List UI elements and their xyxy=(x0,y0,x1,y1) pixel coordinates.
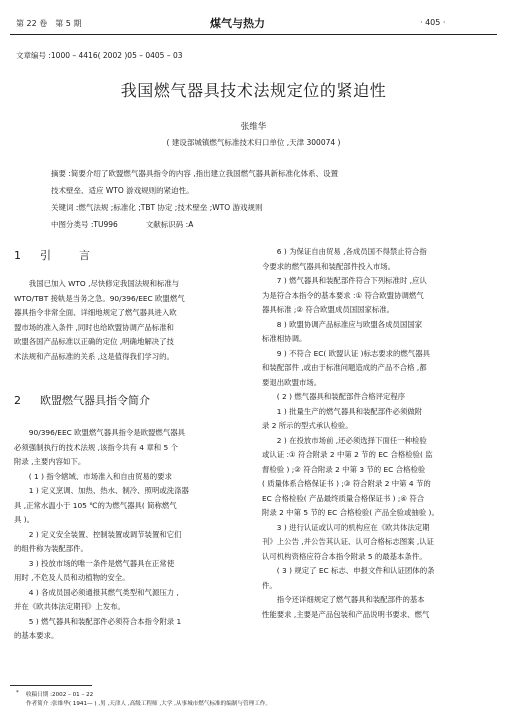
paragraph-line: 录 2 所示的型式承认检验。 xyxy=(262,421,353,430)
paragraph-line: 或认证 :① 符合附录 2 中第 2 节的 EC 合格检验( 监 xyxy=(262,450,433,459)
paragraph-line: 3 ) 进行认证或认可的机构应在《欧共体法定期 xyxy=(276,522,430,532)
paper-title: 我国燃气器具技术法规定位的紧迫性 xyxy=(120,81,387,100)
paragraph-line: 具 ,正常水温小于 105 ℃的为燃气器具( 简称燃气 xyxy=(14,500,177,510)
paragraph-line: 器具标准 ;② 符合欧盟成员国国家标准。 xyxy=(262,305,395,314)
paragraph-line: 8 ) 欧盟协调产品标准应与欧盟各成员国国家 xyxy=(276,319,423,329)
left-column-intro xyxy=(14,277,244,364)
author-affiliation: ( 建设部城镇燃气标准技术归口单位 ,天津 300074 ) xyxy=(166,138,341,147)
paragraph-line: 标准相协调。 xyxy=(262,334,307,343)
paragraph-line: 5 ) 燃气器具和装配部件必须符合本指令附录 1 xyxy=(28,616,182,626)
paragraph-line: 认可机构资格应符合本指令附录 5 的最基本条件。 xyxy=(262,551,427,561)
section-heading-2 xyxy=(14,392,150,408)
paragraph-line: 并在《欧共体法定期刊》上发布。 xyxy=(14,602,125,611)
paragraph-line: 的组件称为装配部件。 xyxy=(14,544,88,553)
author-name: 张维华 xyxy=(240,122,267,132)
paragraph-line: 器具指令非常全面、详细地规定了燃气器具进入欧 xyxy=(14,308,177,317)
section-title: 欧盟燃气器具指令简介 xyxy=(40,394,150,407)
paragraph-line: 4 ) 各成员国必须通报其燃气类型和气源压力 , xyxy=(28,587,179,597)
section-heading-1 xyxy=(14,247,118,263)
header-rule xyxy=(10,34,497,35)
paragraph-line: 7 ) 燃气器具和装配部件符合下列标准时 ,应认 xyxy=(276,276,427,285)
paragraph-line: 1 ) 批量生产的燃气器具和装配部件必须做附 xyxy=(276,406,423,416)
running-header-page: · 405 · xyxy=(420,18,446,27)
paragraph-line: 我国已加入 WTO ,尽快修定我国法规和标准与 xyxy=(28,279,180,288)
paragraph-line: 令要求的燃气器具和装配部件投入市场。 xyxy=(262,261,396,271)
paragraph-line: 件。 xyxy=(262,580,277,590)
paragraph-line: 要退出欧盟市场。 xyxy=(262,377,322,387)
abstract-line: 摘要 :简要介绍了欧盟燃气器具指令的内容 ,指出建立我国燃气器具新标准化体系、设置 xyxy=(51,169,339,178)
paragraph-line: 必须强制执行的技术法规 ,该指令共有 4 章和 5 个 xyxy=(14,442,178,452)
article-number: 文章编号 :1000 – 4416( 2002 )05 – 0405 – 03 xyxy=(16,51,183,60)
paragraph-line: WTO/TBT 接轨是当务之急。90/396/EEC 欧盟燃气 xyxy=(14,293,185,303)
paragraph-line: ( 质量体系合格保证书 ) ;③ 符合附录 2 中第 4 节的 xyxy=(262,479,431,488)
paragraph-line: 3 ) 投放市场的唯一条件是燃气器具在正常使 xyxy=(28,558,175,568)
footnote-rule xyxy=(10,685,92,686)
paragraph-line: 盟市场的准入条件 ,同时也给欧盟协调产品标准和 xyxy=(14,322,174,332)
paragraph-line: 附录 ,主要内容如下。 xyxy=(14,457,86,466)
paragraph-line: 性能要求 ,主要是产品包装和产品说明书要求、燃气 xyxy=(262,609,430,619)
right-column xyxy=(262,245,497,622)
paragraph-line: 2 ) 在投放市场前 ,还必须选择下面任一种检验 xyxy=(276,435,427,445)
left-column-directive xyxy=(14,426,244,644)
paragraph-line: 督检验 ) ;② 符合附录 2 中第 3 节的 EC 合格检验 xyxy=(262,464,426,474)
paragraph-line: 1 ) 定义烹调、加热、热水、制冷、照明或洗涤器 xyxy=(28,486,189,495)
footnote-mark: * xyxy=(16,690,19,696)
paragraph-line: 附录 2 中第 5 节的 EC 合格检验( 产品全验或抽验 )。 xyxy=(262,508,439,517)
section-title: 引言 xyxy=(40,249,118,262)
clc-number: 中图分类号 :TU996 xyxy=(51,220,118,229)
document-code: 文献标识码 :A xyxy=(145,220,194,229)
paragraph-line: 6 ) 为保证自由贸易 ,各成员国不得禁止符合指 xyxy=(276,247,427,256)
paragraph-line: 指令还详细规定了燃气器具和装配部件的基本 xyxy=(276,595,425,604)
paragraph-line: 刊》上公告 ,并公告其认证、认可合格标志图案 ,认证 xyxy=(262,537,434,546)
paragraph-line: ( 1 ) 指令辖域、市场准入和自由贸易的要求 xyxy=(28,471,172,481)
running-header-journal: 煤气与热力 xyxy=(210,17,265,30)
paragraph-line: ( 3 ) 规定了 EC 标志、申报文件和认证团体的条 xyxy=(276,566,435,575)
paragraph-line: 的基本要求。 xyxy=(14,631,59,640)
paragraph-line: 90/396/EEC 欧盟燃气器具指令是欧盟燃气器具 xyxy=(28,428,185,437)
paragraph-line: 术法规和产品标准的关系 ,这是值得我们学习的。 xyxy=(14,351,174,361)
paragraph-line: 用时 ,不危及人员和动植物的安全。 xyxy=(14,573,130,582)
footnote-received-date: 收稿日期 :2002 – 01 – 22 xyxy=(26,692,94,698)
paragraph-line: EC 合格检验( 产品最终质量合格保证书 ) ;④ 符合 xyxy=(262,493,425,503)
abstract-line: 技术壁垒、适应 WTO 游戏规则的紧迫性。 xyxy=(51,186,194,195)
paragraph-line: 欧盟各国产品标准以正确的定位 ,明确地解决了技 xyxy=(14,337,174,346)
paragraph-line: ( 2 ) 燃气器具和装配部件合格评定程序 xyxy=(276,392,406,401)
paragraph-line: 9 ) 不符合 EC( 欧盟认证 )标志要求的燃气器具 xyxy=(276,348,430,358)
section-number: 2 xyxy=(14,394,21,407)
paragraph-line: 具 )。 xyxy=(14,515,35,524)
keywords: 关键词 :燃气法规 ;标准化 ;TBT 协定 ;技术壁垒 ;WTO 游戏规则 xyxy=(51,203,263,212)
classification-line xyxy=(51,219,193,230)
paragraph-line: 为是符合本指令的基本要求 :① 符合欧盟协调燃气 xyxy=(262,290,424,300)
running-header-issue: 第 22 卷 第 5 期 xyxy=(16,19,82,28)
paragraph-line: 和装配部件 ,或由于标准问题造成的产品不合格 ,都 xyxy=(262,363,427,372)
paragraph-line: 2 ) 定义安全装置、控制装置或调节装置和它们 xyxy=(28,529,182,539)
section-number: 1 xyxy=(14,249,21,262)
footnote-author-bio: 作者简介 :张维华( 1941— ) ,男 ,天津人 ,高级工程师 ,大学 ,从事城市燃气标准的编制与管理工作。 xyxy=(26,701,271,707)
